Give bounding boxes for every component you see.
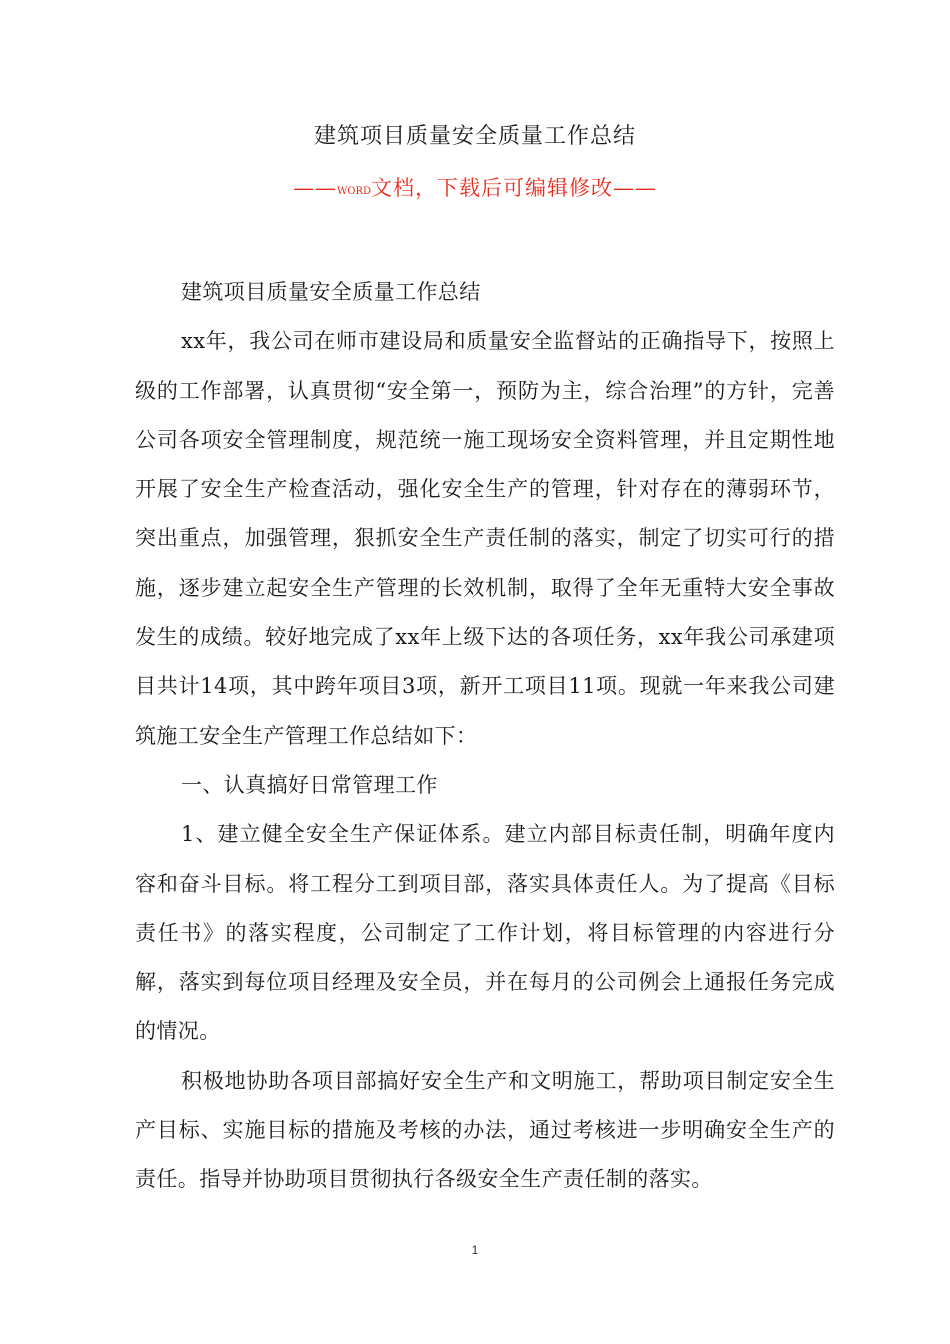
subtitle-prefix: —— (292, 176, 337, 200)
intro-paragraph: xx年，我公司在师市建设局和质量安全监督站的正确指导下，按照上级的工作部署，认真贯彻“安全第一，预防为主，综合治理”的方针，完善公司各项安全管理制度，规范统一施工现场安全资料管理，并且定期性地开展了安全生产检查活动，强化安全生产的管理，针对存在的薄弱环节，突出重点，加强管理，狠抓安全生产责任制的落实，制定了切实可行的措施，逐步建立起安全生产管理的长效机制，取得了全年无重特大安全事故发生的成绩。较好地完成了xx年上级下达的各项任务，xx年我公司承建项目共计14项，其中跨年项目3项，新开工项目11项。现就一年来我公司建筑施工安全生产管理工作总结如下： (135, 329, 835, 748)
page-number: 1 (471, 1243, 479, 1257)
paragraph-item-1: 1、建立健全安全生产保证体系。建立内部目标责任制，明确年度内容和奋斗目标。将工程分工到项目部，落实具体责任人。为了提高《目标责任书》的落实程度，公司制定了工作计划，将目标管理的内容进行分解，落实到每位项目经理及安全员，并在每月的公司例会上通报任务完成的情况。 (135, 822, 835, 1044)
subtitle-word: WORD (336, 186, 372, 197)
document-subtitle (0, 173, 950, 207)
paragraph-support: 积极地协助各项目部搞好安全生产和文明施工，帮助项目制定安全生产目标、实施目标的措施及考核的办法，通过考核进一步明确安全生产的责任。指导并协助项目贯彻执行各级安全生产责任制的落实。 (135, 1068, 835, 1192)
document-body (135, 268, 835, 1205)
subsection-heading: 一、认真搞好日常管理工作 (181, 772, 438, 797)
section-heading: 建筑项目质量安全质量工作总结 (181, 280, 481, 304)
document-title: 建筑项目质量安全质量工作总结 (313, 124, 636, 149)
subtitle-rest: 文档，下载后可编辑修改—— (371, 176, 658, 200)
